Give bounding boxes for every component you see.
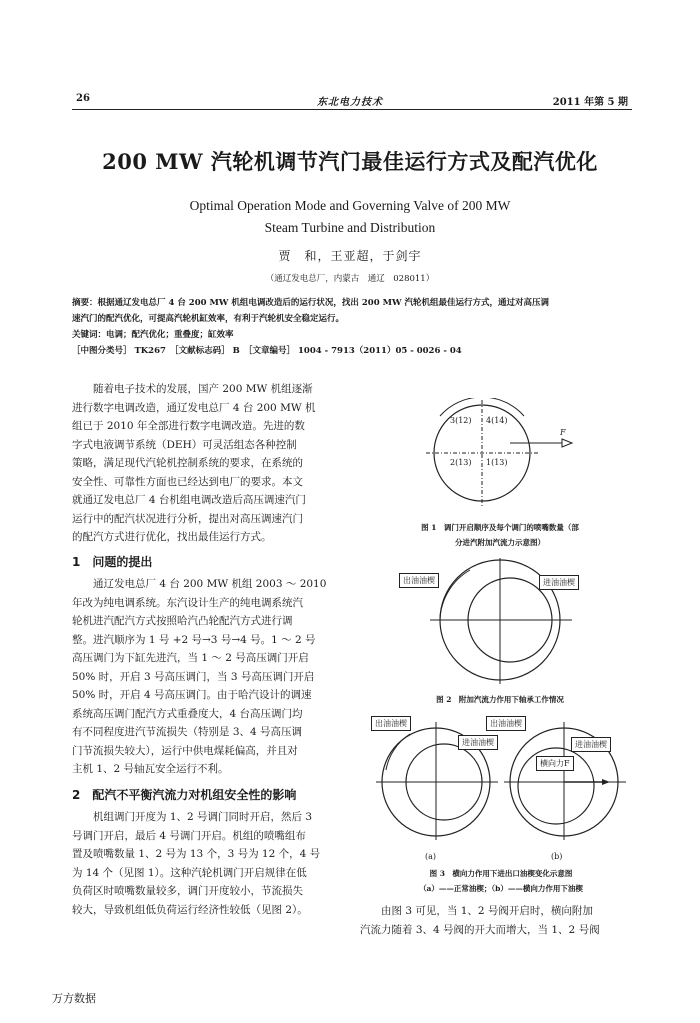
keywords: 关键词：电调；配汽优化；重叠度；缸效率 bbox=[72, 330, 234, 340]
sec1-line: 高压调门为下缸先进汽，当 1 ～ 2 号高压调门开启 bbox=[72, 652, 309, 664]
intro-line: 的配汽方式进行优化，找出最佳运行方式。 bbox=[72, 531, 272, 543]
affiliation: （通辽发电总厂，内蒙古 通辽 028011） bbox=[265, 274, 435, 284]
sec2-line: 置及喷嘴数量 1、2 号为 13 个，3 号为 12 个，4 号 bbox=[72, 848, 321, 860]
issue-label: 2011 年第 5 期 bbox=[552, 97, 628, 108]
fig2-caption: 图 2 附加汽流力作用下轴承工作情况 bbox=[436, 695, 564, 704]
rightText-line: 汽流力随着 3、4 号阀的开大而增大，当 1、2 号阀 bbox=[360, 923, 600, 936]
fig3-caption-line1: 图 3 横向力作用下进出口油楔变化示意图 bbox=[429, 869, 573, 878]
fig3-label-b: (b) bbox=[551, 852, 563, 861]
fig1-nozzle-1: 1(13) bbox=[486, 458, 508, 467]
intro-line: 就通辽发电总厂 4 台机组电调改造后高压调速汽门 bbox=[72, 494, 306, 506]
intro-line: 运行中的配汽状况进行分析，提出对高压调速汽门 bbox=[72, 512, 303, 525]
sec1-line: 主机 1、2 号轴瓦安全运行不利。 bbox=[72, 763, 229, 775]
section1-heading: 1 问题的提出 bbox=[72, 554, 153, 569]
sec1-line: 整。进汽顺序为 1 号 +2 号→3 号→4 号。1 ～ 2 号 bbox=[72, 633, 316, 646]
figure3-diagram bbox=[370, 712, 632, 842]
english-title-line1: Optimal Operation Mode and Governing Valve of 200 MW bbox=[189, 198, 511, 213]
english-title-line2: Steam Turbine and Distribution bbox=[264, 220, 436, 235]
sec2-line: 号调门开启，最后 4 号调门开启。机组的喷嘴组布 bbox=[72, 829, 306, 842]
figure1-diagram bbox=[412, 398, 582, 508]
fig3-caption-line2: （a）——正常油楔；（b）——横向力作用下油楔 bbox=[419, 884, 583, 893]
sec2-line: 为 14 个（见图 1）。这种汽轮机调门开启规律在低 bbox=[72, 866, 307, 879]
intro-line: 进行数字电调改造，通辽发电总厂 4 台 200 MW 机 bbox=[72, 401, 316, 414]
section2-heading: 2 配汽不平衡汽流力对机组安全性的影响 bbox=[72, 787, 297, 802]
fig1-nozzle-4: 4(14) bbox=[486, 416, 508, 425]
journal-name: 东北电力技术 bbox=[317, 97, 383, 108]
intro-line: 字式电液调节系统（DEH）可灵活组态各种控制 bbox=[72, 438, 297, 451]
sec2-line: 较大，导致机组低负荷运行经济性较低（见图 2）。 bbox=[72, 903, 308, 916]
abstract bbox=[72, 295, 632, 359]
fig3b-outlet-oil-wedge: 出油油楔 bbox=[486, 716, 526, 731]
fig1-force-label: F bbox=[560, 428, 566, 437]
header-rule bbox=[72, 109, 632, 110]
fig3a-inlet-oil-wedge: 进油油楔 bbox=[458, 735, 498, 750]
intro-line: 随着电子技术的发展，国产 200 MW 机组逐渐 bbox=[93, 383, 313, 395]
fig1-caption-line1: 图 1 调门开启顺序及每个调门的喷嘴数量（部 bbox=[421, 523, 579, 532]
sec1-line: 有不同程度进汽节流损失（特别是 3、4 号高压调 bbox=[72, 726, 303, 738]
sec1-line: 系统高压调门配汽方式重叠度大，4 台高压调门均 bbox=[72, 707, 303, 720]
fig1-nozzle-2: 2(13) bbox=[450, 458, 472, 467]
fig1-caption-line2: 分进汽附加汽流力示意图） bbox=[455, 538, 545, 547]
intro-line: 策略，满足现代汽轮机控制系统的要求，在系统的 bbox=[72, 457, 303, 469]
sec1-line: 轮机进汽配汽方式按照哈汽凸轮配汽方式进行调 bbox=[72, 615, 293, 627]
rightText-line: 由图 3 可见，当 1、2 号阀开启时，横向附加 bbox=[381, 905, 593, 917]
paper-title: 200 MW 汽轮机调节汽门最佳运行方式及配汽优化 bbox=[102, 149, 598, 174]
sec2-line: 负荷区时喷嘴数量较多，调门开度较小，节流损失 bbox=[72, 885, 303, 897]
sec1-line: 50% 时，开启 4 号高压调门。由于哈汽设计的调速 bbox=[72, 689, 312, 701]
fig2-outlet-oil-wedge: 出油油楔 bbox=[399, 573, 439, 588]
section1-paragraph bbox=[72, 575, 342, 779]
abstract-line2: 速汽门的配汽优化，可提高汽轮机缸效率，有利于汽轮机安全稳定运行。 bbox=[72, 314, 345, 324]
fig3-label-a: (a) bbox=[425, 852, 437, 861]
sec1-line: 门节流损失较大），运行中供电煤耗偏高，并且对 bbox=[72, 744, 298, 757]
intro-line: 组已于 2010 年全部进行数字电调改造。先进的数 bbox=[72, 420, 305, 432]
right-column-paragraph bbox=[360, 902, 632, 939]
fig1-nozzle-3: 3(12) bbox=[450, 416, 472, 425]
sec1-line: 50% 时，开启 3 号高压调门，当 3 号高压调门开启 bbox=[72, 670, 315, 683]
sec1-line: 年改为纯电调系统。东汽设计生产的纯电调系统汽 bbox=[72, 596, 303, 609]
authors: 贾 和，王亚超，于剑宇 bbox=[278, 249, 422, 263]
abstract-line1: 摘要：根据通辽发电总厂 4 台 200 MW 机组电调改造后的运行状况，找出 200 MW 汽轮机组最佳运行方式，通过对高压调 bbox=[72, 298, 549, 308]
left-column bbox=[72, 380, 342, 919]
fig3b-inlet-oil-wedge: 进油油楔 bbox=[571, 737, 611, 752]
footer-watermark: 万方数据 bbox=[52, 992, 96, 1005]
intro-line: 安全性、可靠性方面也已经达到电厂的要求。本文 bbox=[72, 475, 303, 488]
intro-paragraph bbox=[72, 380, 342, 547]
fig2-inlet-oil-wedge: 进油油楔 bbox=[539, 575, 579, 590]
section2-paragraph bbox=[72, 808, 342, 919]
page-number: 26 bbox=[76, 93, 90, 104]
fig3b-radial-force: 横向力F bbox=[536, 756, 574, 771]
fig3a-outlet-oil-wedge: 出油油楔 bbox=[371, 716, 411, 731]
sec1-line: 通辽发电总厂 4 台 200 MW 机组 2003 ～ 2010 bbox=[93, 578, 327, 590]
sec2-line: 机组调门开度为 1、2 号调门同时开启，然后 3 bbox=[93, 811, 313, 823]
classification: ［中图分类号］ TK267 ［文献标志码］ B ［文章编号］ 1004 - 7913（2011）05 - 0026 - 04 bbox=[72, 346, 462, 356]
